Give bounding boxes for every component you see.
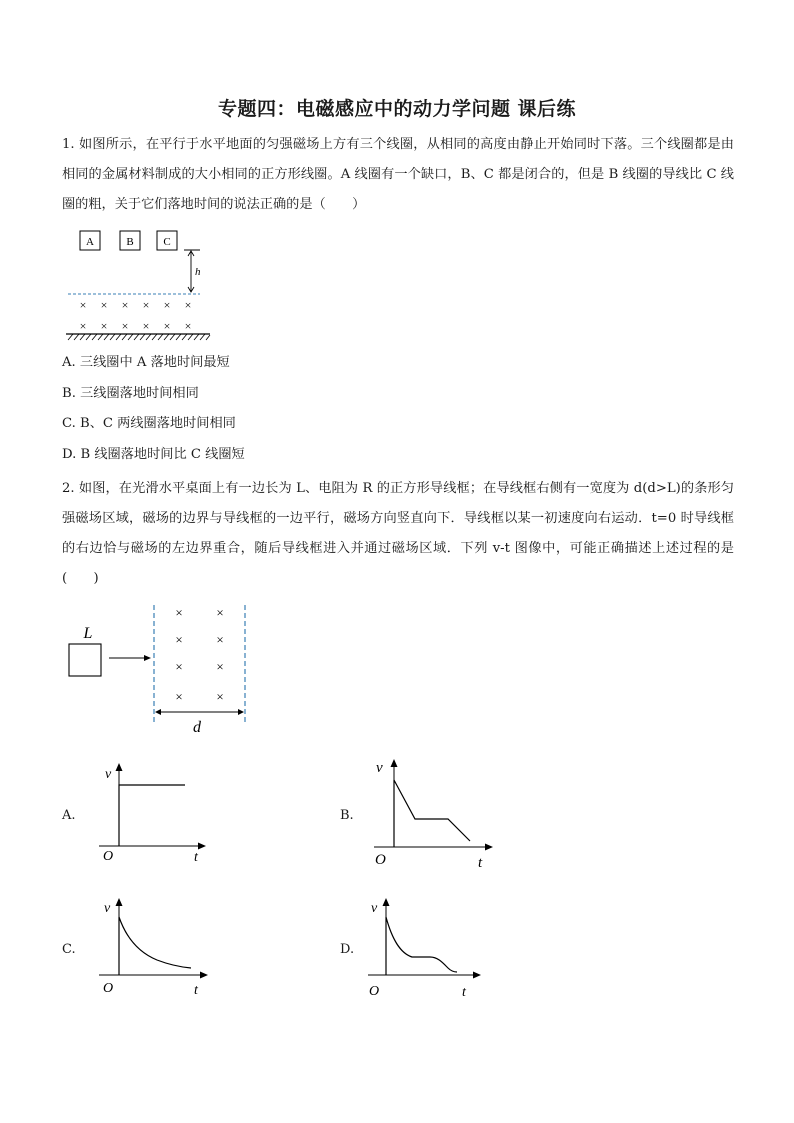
side-label: L: [83, 625, 93, 642]
svg-text:t: t: [194, 983, 198, 998]
graph-d[interactable]: [366, 895, 486, 1005]
coil-c: [157, 231, 177, 250]
coil-label-a: A: [86, 236, 94, 248]
ground: [66, 334, 210, 340]
svg-text:×: ×: [216, 605, 224, 620]
q1-option-a[interactable]: A. 三线圈中 A 落地时间最短: [62, 355, 230, 370]
svg-text:×: ×: [100, 319, 108, 333]
svg-text:t: t: [194, 850, 198, 865]
graph-b[interactable]: [370, 755, 500, 870]
velocity-arrow: [109, 655, 151, 661]
q2-stem: 2. 如图，在光滑水平桌面上有一边长为 L、电阻为 R 的正方形导线框；在导线框右侧有一宽度为 d(d>L)的条形匀强磁场区域，磁场的边界与导线框的一边平行，磁场方向竖直向下．导线框以某一初速度向右运动．t=0 时导线框的右边恰与磁场的左边界重合，随后导线框进入并通过磁场区域．下列 v-t 图像中，可能正确描述上述过程的是( ): [62, 481, 734, 586]
graph-a-option[interactable]: A.: [62, 808, 76, 823]
graph-d-option[interactable]: D.: [340, 942, 355, 957]
graph-a-curve: [119, 785, 185, 846]
graph-c-curve: [119, 917, 191, 975]
wire-frame: [69, 644, 101, 676]
q1-option-c[interactable]: C. B、C 两线圈落地时间相同: [62, 416, 236, 431]
coil-b: [120, 231, 140, 250]
svg-text:×: ×: [175, 605, 183, 620]
svg-text:O: O: [375, 852, 386, 868]
magnetic-field: [80, 298, 192, 333]
svg-text:t: t: [462, 985, 466, 1000]
q2-figure: [62, 600, 252, 740]
svg-text:×: ×: [216, 632, 224, 647]
svg-text:×: ×: [163, 298, 171, 312]
svg-text:×: ×: [184, 319, 192, 333]
svg-text:v: v: [104, 901, 111, 916]
coil-label-b: B: [126, 236, 134, 248]
q1-figure: [60, 225, 220, 343]
magnetic-field: [175, 605, 223, 704]
svg-text:×: ×: [216, 659, 224, 674]
svg-text:×: ×: [175, 659, 183, 674]
svg-text:×: ×: [121, 298, 129, 312]
svg-text:O: O: [103, 849, 114, 864]
graph-a[interactable]: [95, 760, 210, 870]
svg-text:t: t: [478, 855, 483, 871]
graph-b-option[interactable]: B.: [340, 808, 354, 823]
svg-text:v: v: [371, 901, 378, 916]
svg-text:O: O: [369, 984, 380, 999]
graph-b-curve: [394, 780, 470, 847]
graph-d-curve: [386, 917, 457, 975]
width-arrow: [155, 709, 244, 715]
svg-text:O: O: [103, 981, 114, 996]
graph-c-option[interactable]: C.: [62, 942, 76, 957]
svg-text:×: ×: [79, 319, 87, 333]
width-label: d: [193, 719, 201, 736]
svg-text:v: v: [105, 767, 112, 782]
svg-text:×: ×: [184, 298, 192, 312]
svg-text:×: ×: [100, 298, 108, 312]
svg-text:v: v: [376, 760, 383, 776]
coil-a: [80, 231, 100, 250]
svg-text:×: ×: [142, 298, 150, 312]
q1-option-d[interactable]: D. B 线圈落地时间比 C 线圈短: [62, 447, 245, 462]
page-title: 专题四：电磁感应中的动力学问题 课后练: [217, 98, 577, 120]
svg-text:×: ×: [163, 319, 171, 333]
svg-text:×: ×: [79, 298, 87, 312]
height-label: h: [195, 266, 201, 278]
graph-c[interactable]: [95, 895, 215, 1005]
coil-label-c: C: [163, 236, 171, 248]
q1-stem: 1. 如图所示，在平行于水平地面的匀强磁场上方有三个线圈，从相同的高度由静止开始同时下落。三个线圈都是由相同的金属材料制成的大小相同的正方形线圈。A 线圈有一个缺口，B、C 都是闭合的，但是 B 线圈的导线比 C 线圈的粗，关于它们落地时间的说法正确的是（ ）: [62, 137, 734, 212]
svg-text:×: ×: [216, 689, 224, 704]
svg-text:×: ×: [175, 632, 183, 647]
q1-option-b[interactable]: B. 三线圈落地时间相同: [62, 386, 199, 401]
height-marker: [184, 250, 201, 292]
svg-text:×: ×: [121, 319, 129, 333]
svg-text:×: ×: [142, 319, 150, 333]
svg-text:×: ×: [175, 689, 183, 704]
